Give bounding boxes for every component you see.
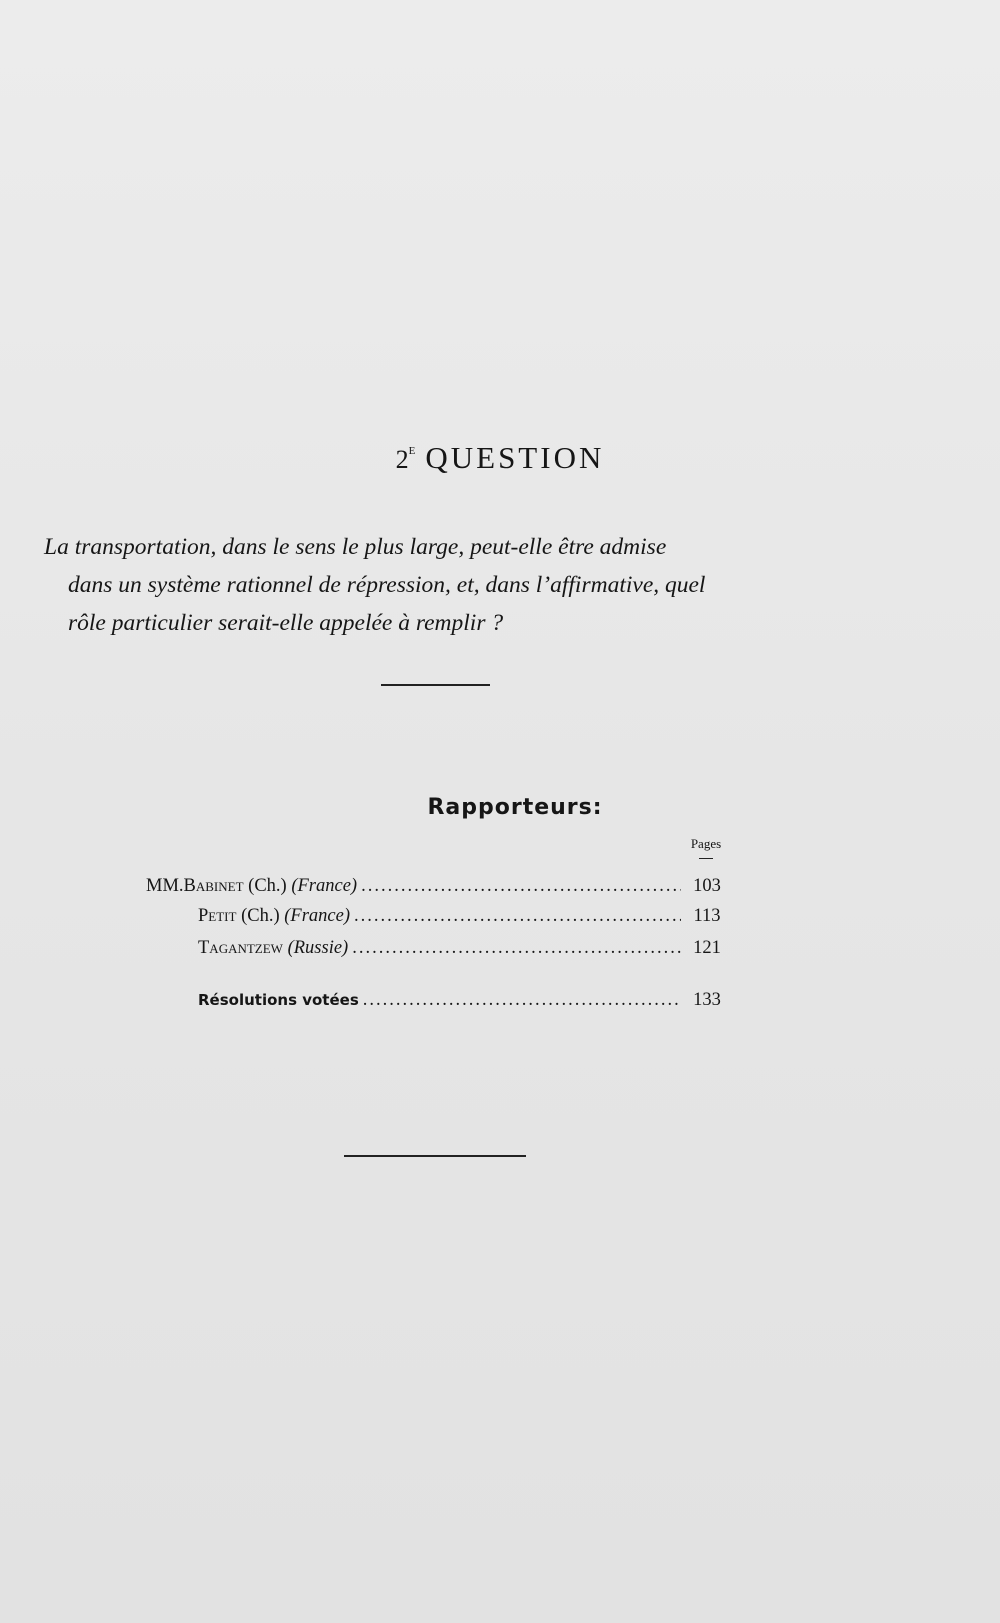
- dot-leader: [363, 990, 681, 1011]
- question-number-superscript: E: [408, 445, 416, 457]
- question-title: QUESTION: [425, 440, 605, 475]
- pages-column-rule: [699, 858, 713, 859]
- rapporteur-initial: (Ch.): [236, 906, 285, 926]
- question-text-line: La transportation, dans le sens le plus large, peut-elle être admise: [44, 534, 667, 560]
- dot-leader: [361, 876, 681, 897]
- dot-leader: [354, 906, 681, 927]
- rapporteur-entry: [198, 938, 729, 968]
- page-number: 133: [693, 990, 721, 1010]
- rapporteur-entry: [146, 876, 729, 906]
- rapporteur-country: (France): [284, 906, 350, 926]
- entry-prefix: MM.: [146, 876, 184, 896]
- rapporteur-name: Tagantzew: [198, 938, 283, 958]
- page-number: 121: [693, 938, 721, 958]
- question-number: 2: [395, 445, 409, 474]
- divider: [381, 684, 490, 686]
- rapporteurs-title: Rapporteurs:: [427, 795, 603, 820]
- rapporteur-initial: (Ch.): [243, 876, 292, 896]
- pages-column-header: Pages: [690, 836, 722, 851]
- rapporteur-country: (France): [291, 876, 358, 896]
- dot-leader: [352, 938, 681, 959]
- page-number: 113: [693, 906, 721, 926]
- question-text-line: rôle particulier serait-elle appelée à remplir ?: [68, 610, 504, 636]
- resolutions-entry: [198, 990, 729, 1020]
- resolutions-label: Résolutions votées: [198, 991, 359, 1009]
- divider: [344, 1155, 526, 1157]
- question-heading: [0, 440, 1000, 476]
- rapporteur-name: Babinet: [183, 876, 244, 896]
- rapporteur-country: (Russie): [287, 938, 349, 958]
- page-number: 103: [693, 876, 721, 896]
- rapporteur-name: Petit: [198, 906, 237, 926]
- rapporteur-entry: [198, 906, 729, 936]
- question-text-line: dans un système rationnel de répression, et, dans l’affirmative, quel: [68, 572, 706, 598]
- question-text: [44, 528, 844, 642]
